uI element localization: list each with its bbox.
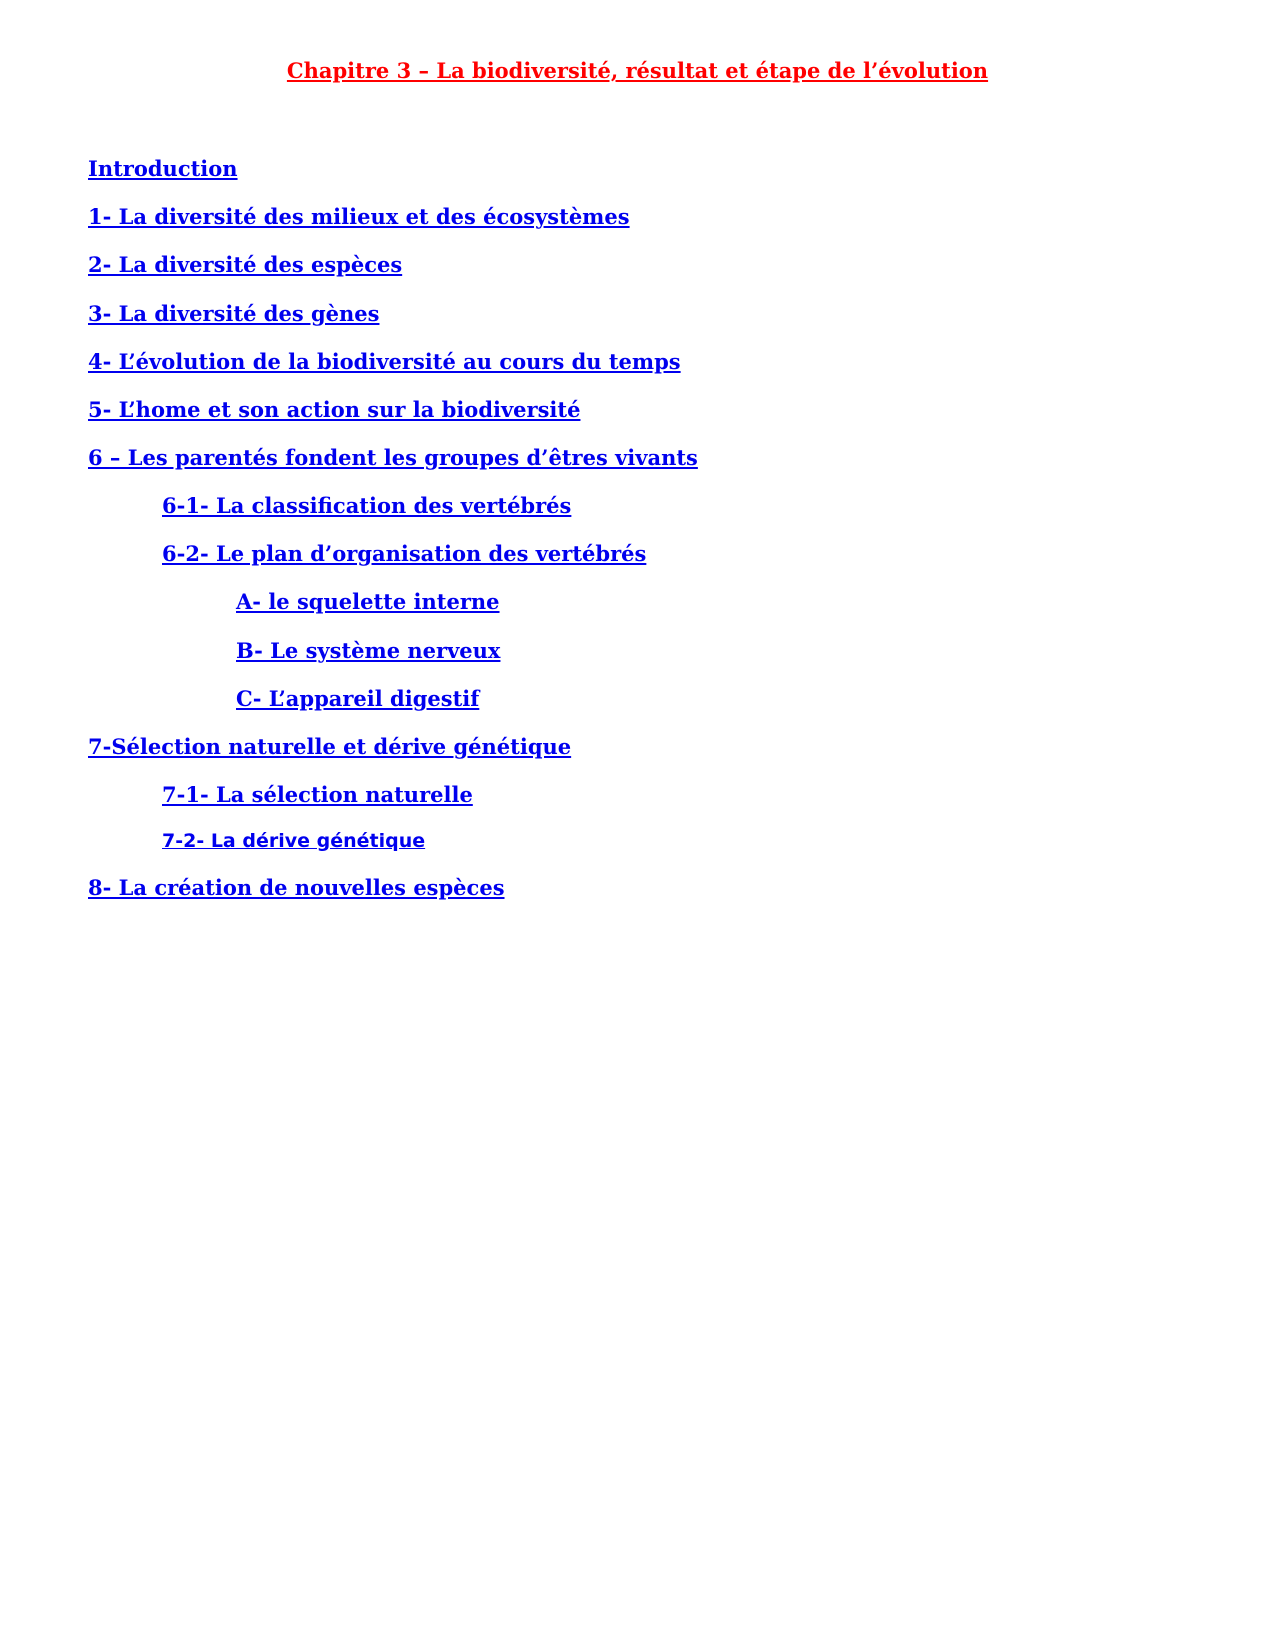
toc-link-section-7-1[interactable]: 7-1- La sélection naturelle — [162, 782, 473, 807]
toc-link-section-5[interactable]: 5- L’home et son action sur la biodiversité — [88, 397, 581, 422]
toc-link-section-6[interactable]: 6 – Les parentés fondent les groupes d’êtres vivants — [88, 445, 698, 470]
page-title: Chapitre 3 – La biodiversité, résultat et étape de l’évolution — [286, 58, 989, 83]
toc-link-introduction[interactable]: Introduction — [88, 156, 238, 181]
toc-link-section-7[interactable]: 7-Sélection naturelle et dérive génétique — [88, 734, 572, 759]
toc-link-section-1[interactable]: 1- La diversité des milieux et des écosystèmes — [88, 204, 630, 229]
toc-link-section-6-2[interactable]: 6-2- Le plan d’organisation des vertébrés — [162, 541, 647, 566]
toc-link-section-6-2-a[interactable]: A- le squelette interne — [236, 589, 500, 614]
toc-link-section-6-2-c[interactable]: C- L’appareil digestif — [236, 686, 480, 711]
toc-link-section-2[interactable]: 2- La diversité des espèces — [88, 252, 403, 277]
toc-link-section-6-2-b[interactable]: B- Le système nerveux — [236, 638, 501, 663]
toc-link-section-7-2[interactable]: 7-2- La dérive génétique — [162, 830, 426, 852]
toc-link-section-6-1[interactable]: 6-1- La classification des vertébrés — [162, 493, 572, 518]
toc-link-section-4[interactable]: 4- L’évolution de la biodiversité au cours du temps — [88, 349, 681, 374]
toc-link-section-3[interactable]: 3- La diversité des gènes — [88, 301, 380, 326]
toc-link-section-8[interactable]: 8- La création de nouvelles espèces — [88, 875, 505, 900]
